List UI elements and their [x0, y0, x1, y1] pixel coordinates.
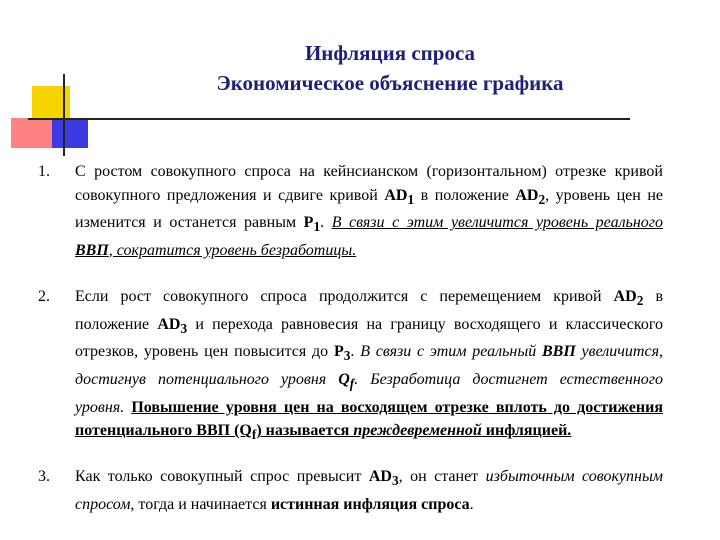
item-number: 1.: [38, 163, 50, 180]
title-line-2: Экономическое объяснение графика: [216, 71, 564, 95]
decorative-logo: [0, 0, 110, 160]
slide-title: [170, 38, 610, 98]
numbered-list: [38, 160, 663, 516]
title-line-1: Инфляция спроса: [304, 41, 476, 65]
item-text: Если рост совокупного спроса продолжится с перемещением кривой $AD_2$ в положение $AD_3$ и перехода равновесия на границу восходящего и классического отрезков, уровень цен повысится до $P_3$. В связи с этим реальный ВВП увеличится, достигнув потенциального уровня $Q_f$. Безработица достигнет естественного уровня. Повышение уровня цен на восходящем отрезке вплоть до достижения потенциального ВВП $(Q_f)$ называется преждевременной инфляцией.: [75, 288, 664, 443]
item-text: С ростом совокупного спроса на кейнсианском (горизонтальном) отрезке кривой совокупного предложения и сдвиге кривой $AD_1$ в положение $AD_2$, уровень цен не изменится и останется равным $P_1$. В связи с этим увеличится уровень реального ВВП, сократится уровень безработицы.: [75, 163, 664, 259]
item-number: 2.: [38, 288, 50, 305]
item-number: 3.: [38, 468, 50, 485]
list-item-1: [38, 160, 663, 285]
vertical-rule: [63, 74, 65, 156]
list-item-3: [38, 465, 663, 516]
item-text: Как только совокупный спрос превысит $AD_3$, он станет избыточным совокупным спросом, тогда и начинается истинная инфляция спроса.: [75, 468, 664, 513]
list-item-2: [38, 285, 663, 465]
horizontal-rule: [28, 118, 630, 120]
blue-square: [52, 118, 88, 148]
